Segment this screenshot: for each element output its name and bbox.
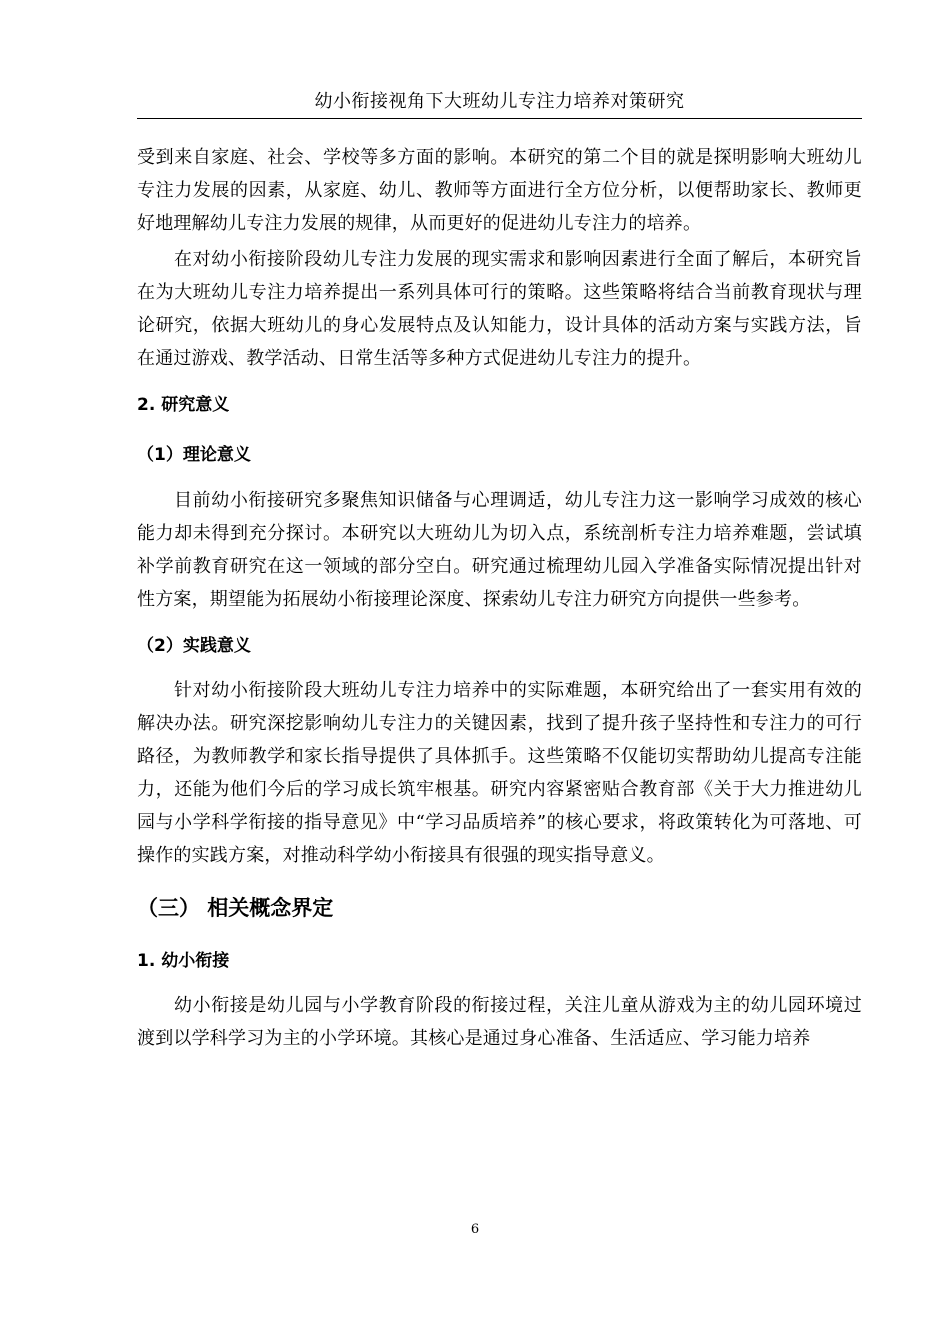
chapter-heading-concepts: （三） 相关概念界定 [137,896,334,920]
paragraph-theory: 目前幼小衔接研究多聚焦知识储备与心理调适，幼儿专注力这一影响学习成效的核心能力却未得到充分探讨。本研究以大班幼儿为切入点，系统剖析专注力培养难题，尝试填补学前教育研究在这一领域的部分空白。研究通过梳理幼儿园入学准备实际情况提出针对性方案，期望能为拓展幼小衔接理论深度、探索幼儿专注力研究方向提供一些参考。 [137,490,862,610]
header-rule [137,118,862,119]
section-heading-transition: 1. 幼小衔接 [137,951,230,971]
page-content [137,138,862,1055]
paragraph-practice: 针对幼小衔接阶段大班幼儿专注力培养中的实际难题，本研究给出了一套实用有效的解决办法。研究深挖影响幼儿专注力的关键因素，找到了提升孩子坚持性和专注力的可行路径，为教师教学和家长指导提供了具体抓手。这些策略不仅能切实帮助幼儿提高专注能力，还能为他们今后的学习成长筑牢根基。研究内容紧密贴合教育部《关于大力推进幼儿园与小学科学衔接的指导意见》中“学习品质培养”的核心要求，将政策转化为可落地、可操作的实践方案，对推动科学幼小衔接具有很强的现实指导意义。 [137,680,862,866]
running-header-title: 幼小衔接视角下大班幼儿专注力培养对策研究 [314,91,685,112]
subsection-heading-practice: （2）实践意义 [137,636,251,656]
paragraph-transition: 幼小衔接是幼儿园与小学教育阶段的衔接过程，关注儿童从游戏为主的幼儿园环境过渡到以学科学习为主的小学环境。其核心是通过身心准备、生活适应、学习能力培养 [137,995,862,1049]
section-heading-significance: 2. 研究意义 [137,395,230,415]
page-number: 6 [470,1222,480,1237]
paragraph-strategies: 在对幼小衔接阶段幼儿专注力发展的现实需求和影响因素进行全面了解后，本研究旨在为大班幼儿专注力培养提出一系列具体可行的策略。这些策略将结合当前教育现状与理论研究，依据大班幼儿的身心发展特点及认知能力，设计具体的活动方案与实践方法，旨在通过游戏、教学活动、日常生活等多种方式促进幼儿专注力的提升。 [137,249,862,369]
subsection-heading-theory: （1）理论意义 [137,445,251,465]
paragraph-continuation: 受到来自家庭、社会、学校等多方面的影响。本研究的第二个目的就是探明影响大班幼儿专注力发展的因素，从家庭、幼儿、教师等方面进行全方位分析，以便帮助家长、教师更好地理解幼儿专注力发展的规律，从而更好的促进幼儿专注力的培养。 [137,147,862,234]
